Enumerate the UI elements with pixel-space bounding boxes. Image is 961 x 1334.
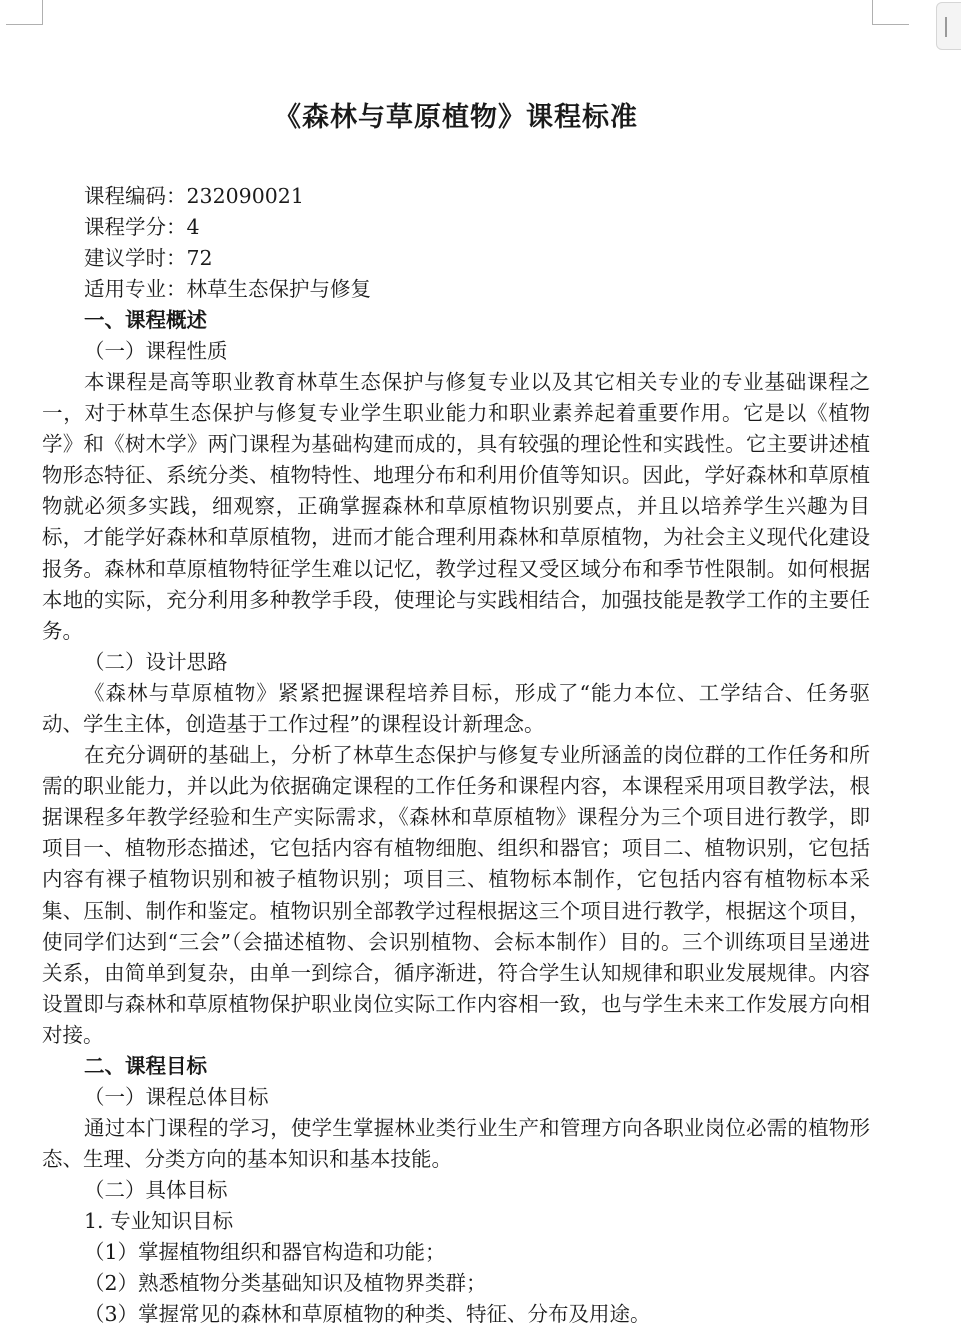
design-idea-paragraph-1[interactable]: 《森林与草原植物》紧紧把握课程培养目标，形成了“能力本位、工学结合、任务驱动、学生主体，创造基于工作过程”的课程设计新理念。 <box>42 680 870 736</box>
document-title: 《森林与草原植物》课程标准 <box>274 102 638 133</box>
section-2-heading: 二、课程目标 <box>84 1053 207 1078</box>
section-2-1-heading: （一）课程总体目标 <box>84 1084 269 1109</box>
design-idea-paragraph-2[interactable]: 在充分调研的基础上，分析了林草生态保护与修复专业所涵盖的岗位群的工作任务和所需的职业能力，并以此为依据确定课程的工作任务和课程内容，本课程采用项目教学法，根据课程多年教学经验和生产实际需求，《森林和草原植物》课程分为三个项目进行教学，即项目一、植物形态描述，它包括内容有植物细胞、组织和器官；项目二、植物识别，它包括内容有裸子植物识别和被子植物识别；项目三、植物标本制作，它包括内容有植物标本采集、压制、制作和鉴定。植物识别全部教学过程根据这三个项目进行教学，根据这个项目，使同学们达到“三会”（会描述植物、会识别植物、会标本制作）目的。三个训练项目呈递进关系，由简单到复杂，由单一到综合，循序渐进，符合学生认知规律和职业发展规律。内容设置即与森林和草原植物保护职业岗位实际工作内容相一致，也与学生未来工作发展方向相对接。 <box>42 743 870 1047</box>
course-credits: 课程学分：4 <box>84 215 200 239</box>
document-page[interactable] <box>42 98 870 1330</box>
page-corner-mark-top-right <box>872 0 909 25</box>
course-nature-paragraph[interactable] <box>42 367 870 647</box>
side-panel-handle[interactable] <box>936 2 961 50</box>
goal-item-3: （3）掌握常见的森林和草原植物的种类、特征、分布及用途。 <box>84 1302 651 1327</box>
overall-goal-paragraph[interactable]: 通过本门课程的学习，使学生掌握林业类行业生产和管理方向各职业岗位必需的植物形态、生理、分类方向的基本知识和基本技能。 <box>42 1115 870 1172</box>
section-1-2-heading: （二）设计思路 <box>84 649 228 674</box>
section-1-1-heading: （一）课程性质 <box>84 339 228 363</box>
knowledge-goal-heading: 1. 专业知识目标 <box>84 1209 234 1234</box>
goal-item-2: （2）熟悉植物分类基础知识及植物界类群； <box>84 1271 487 1296</box>
section-1-heading: 一、课程概述 <box>84 308 207 332</box>
suggested-hours: 建议学时：72 <box>84 246 213 270</box>
applicable-major: 适用专业：林草生态保护与修复 <box>84 277 371 301</box>
course-nature-text: 本课程是高等职业教育林草生态保护与修复专业以及其它相关专业的专业基础课程之一，对于林草生态保护与修复专业学生职业能力和职业素养起着重要作用。它是以《植物学》和《树木学》两门课程为基础构建而成的，具有较强的理论性和实践性。它主要讲述植物形态特征、系统分类、植物特性、地理分布和利用价值等知识。因此，学好森林和草原植物就必须多实践，细观察，正确掌握森林和草原植物识别要点，并且以培养学生兴趣为目标，才能学好森林和草原植物，进而才能合理利用森林和草原植物，为社会主义现代化建设报务。森林和草原植物特征学生难以记忆，教学过程又受区域分布和季节性限制。如何根据本地的实际，充分利用多种教学手段，使理论与实践相结合，加强技能是教学工作的主要任务。 <box>42 370 870 643</box>
course-code: 课程编码：232090021 <box>84 184 304 208</box>
page-corner-mark-top-left <box>6 0 43 25</box>
goal-item-1: （1）掌握植物组织和器官构造和功能； <box>84 1240 446 1265</box>
section-2-2-heading: （二）具体目标 <box>84 1178 228 1203</box>
